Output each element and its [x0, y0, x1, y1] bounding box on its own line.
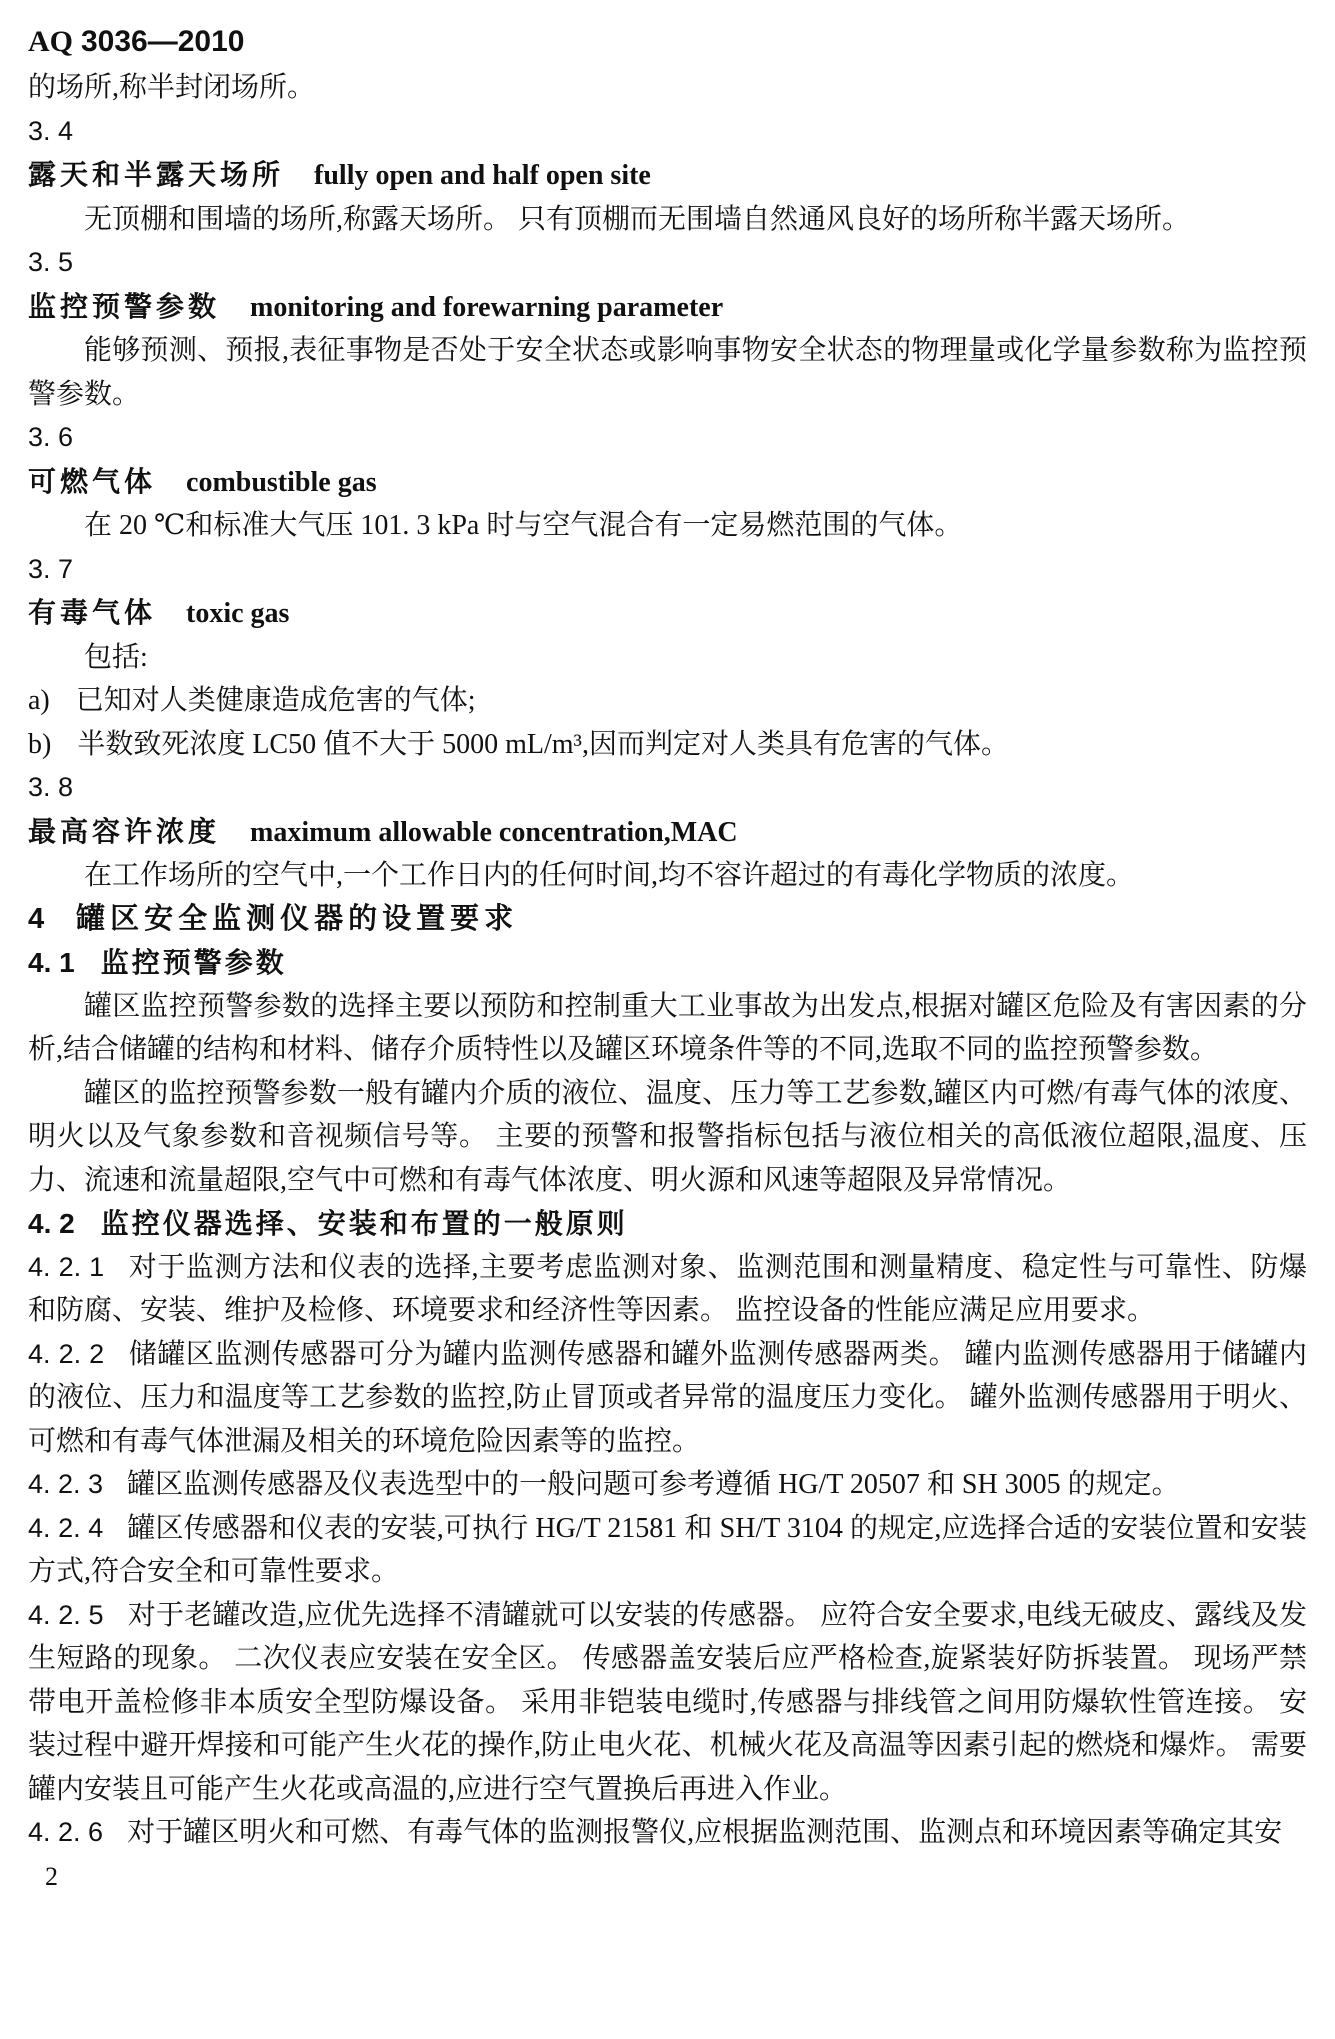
heading-number: 4: [28, 902, 45, 935]
definition-paragraph: 能够预测、预报,表征事物是否处于安全状态或影响事物安全状态的物理量或化学量参数称为监控预警参数。: [28, 335, 1307, 410]
clause-paragraph: [28, 1594, 1307, 1812]
heading-number: 4. 2: [28, 1208, 75, 1239]
clause-paragraph: [28, 1463, 1307, 1507]
section-number: 3. 4: [28, 115, 74, 146]
term-line: [28, 285, 1307, 330]
document-header: [28, 18, 1307, 66]
section-heading: [28, 898, 1307, 942]
clause-text: 储罐区监测传感器可分为罐内监测传感器和罐外监测传感器两类。 罐内监测传感器用于储罐内的液位、压力和温度等工艺参数的监控,防止冒顶或者异常的温度压力变化。 罐外监测传感器用于明火、可燃和有毒气体泄漏及相关的环境危险因素等的监控。: [28, 1338, 1307, 1457]
list-marker: b): [28, 728, 52, 760]
term-english: maximum allowable concentration,MAC: [250, 816, 738, 848]
subsection-heading: [28, 941, 1307, 985]
list-text: 半数致死浓度 LC50 值不大于 5000 mL/m³,因而判定对人类具有危害的气体。: [77, 728, 1009, 760]
clause-paragraph: [28, 1811, 1307, 1855]
standard-code-number: 3036—2010: [81, 25, 245, 58]
definition-paragraph: 在 20 ℃和标准大气压 101. 3 kPa 时与空气混合有一定易燃范围的气体。: [84, 510, 963, 541]
clause-paragraph: [28, 1333, 1307, 1464]
clause-number: 4. 2. 5: [28, 1599, 104, 1630]
heading-title: 罐区安全监测仪器的设置要求: [76, 902, 519, 935]
standard-code-prefix: AQ: [28, 25, 73, 58]
clause-number: 4. 2. 3: [28, 1469, 104, 1499]
term-chinese: 有毒气体: [28, 597, 157, 628]
term-english: toxic gas: [186, 598, 290, 629]
clause-number: 4. 2. 4: [28, 1512, 104, 1543]
heading-title: 监控预警参数: [100, 947, 287, 978]
clause-paragraph: [28, 1246, 1307, 1333]
body-paragraph: 罐区监控预警参数的选择主要以预防和控制重大工业事故为出发点,根据对罐区危险及有害因素的分析,结合储罐的结构和材料、储存介质特性以及罐区环境条件等的不同,选取不同的监控预警参数。: [28, 990, 1307, 1065]
definition-paragraph: 包括:: [84, 641, 148, 673]
clause-number: 4. 2. 1: [28, 1251, 105, 1282]
section-number: 3. 5: [28, 247, 74, 277]
term-chinese: 监控预警参数: [28, 290, 221, 322]
list-item: [28, 723, 1307, 767]
term-chinese: 最高容许浓度: [28, 815, 221, 847]
list-marker: a): [28, 685, 50, 716]
body-paragraph: 罐区的监控预警参数一般有罐内介质的液位、温度、压力等工艺参数,罐区内可燃/有毒气体的浓度、明火以及气象参数和音视频信号等。 主要的预警和报警指标包括与液位相关的高低液位超限,温度、压力、流速和流量超限,空气中可燃和有毒气体浓度、明火源和风速等超限及异常情况。: [28, 1077, 1307, 1196]
term-line: [28, 153, 1307, 198]
section-number: 3. 6: [28, 422, 74, 452]
clause-text: 对于老罐改造,应优先选择不清罐就可以安装的传感器。 应符合安全要求,电线无破皮、露线及发生短路的现象。 二次仪表应安装在安全区。 传感器盖安装后应严格检查,旋紧装好防拆装置。 现场严禁带电开盖检修非本质安全型防爆设备。 采用非铠装电缆时,传感器与排线管之间用防爆软性管连接。 安装过程中避开焊接和可能产生火花的操作,防止电火花、机械火花及高温等因素引起的燃烧和爆炸。 需要罐内安装且可能产生火花或高温的,应进行空气置换后再进入作业。: [28, 1599, 1307, 1805]
term-line: [28, 810, 1307, 855]
term-english: fully open and half open site: [314, 160, 651, 191]
clause-number: 4. 2. 6: [28, 1817, 104, 1847]
definition-paragraph: 在工作场所的空气中,一个工作日内的任何时间,均不容许超过的有毒化学物质的浓度。: [84, 860, 1135, 891]
list-text: 已知对人类健康造成危害的气体;: [75, 685, 476, 716]
subsection-heading: [28, 1202, 1307, 1246]
term-line: [28, 460, 1307, 505]
term-line: [28, 591, 1307, 636]
clause-text: 罐区传感器和仪表的安装,可执行 HG/T 21581 和 SH/T 3104 的规定,应选择合适的安装位置和安装方式,符合安全和可靠性要求。: [28, 1512, 1307, 1587]
page-number: 2: [45, 1861, 58, 1891]
clause-paragraph: [28, 1507, 1307, 1594]
term-english: monitoring and forewarning parameter: [250, 291, 724, 323]
heading-number: 4. 1: [28, 947, 75, 978]
document-body: [28, 66, 1307, 1855]
term-english: combustible gas: [186, 466, 377, 498]
clause-text: 对于监测方法和仪表的选择,主要考虑监测对象、监测范围和测量精度、稳定性与可靠性、防爆和防腐、安装、维护及检修、环境要求和经济性等因素。 监控设备的性能应满足应用要求。: [28, 1251, 1307, 1326]
clause-number: 4. 2. 2: [28, 1338, 105, 1369]
term-chinese: 可燃气体: [28, 465, 157, 497]
section-number: 3. 7: [28, 553, 74, 584]
clause-text: 对于罐区明火和可燃、有毒气体的监测报警仪,应根据监测范围、监测点和环境因素等确定其安: [127, 1817, 1283, 1848]
definition-paragraph: 无顶棚和围墙的场所,称露天场所。 只有顶棚而无围墙自然通风良好的场所称半露天场所。: [84, 203, 1191, 235]
paragraph-continuation: 的场所,称半封闭场所。: [28, 72, 316, 103]
term-chinese: 露天和半露天场所: [28, 159, 285, 190]
section-number: 3. 8: [28, 772, 74, 802]
list-item: [28, 679, 1307, 723]
clause-text: 罐区监测传感器及仪表选型中的一般问题可参考遵循 HG/T 20507 和 SH 3005 的规定。: [127, 1469, 1180, 1500]
heading-title: 监控仪器选择、安装和布置的一般原则: [100, 1208, 628, 1239]
